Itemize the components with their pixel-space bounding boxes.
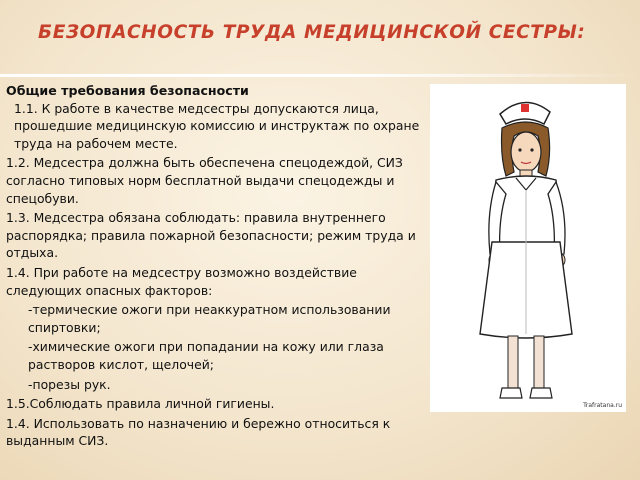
paragraph-1-5: 1.5.Соблюдать правила личной гигиены. (6, 396, 275, 412)
hazard-cuts: -порезы рук. (28, 376, 111, 392)
hazard-thermal: -термические ожоги при неаккуратном использовании спиртовки; (28, 302, 391, 335)
paragraph-1-3: 1.3. Медсестра обязана соблюдать: правила внутреннего распорядка; правила пожарной безопасности; режим труда и отдыха. (6, 210, 416, 261)
section-heading: Общие требования безопасности (6, 83, 249, 98)
paragraph-1-1: 1.1. К работе в качестве медсестры допускаются лица, прошедшие медицинскую комиссию и инструктаж по охране труда на рабочем месте. (14, 100, 420, 151)
slide-body (6, 82, 426, 450)
paragraph-1-2: 1.2. Медсестра должна быть обеспечена спецодеждой, СИЗ согласно типовых норм бесплатной выдачи спецодежды и спецобуви. (6, 155, 403, 206)
image-watermark: Trafratana.ru (583, 402, 622, 409)
title-divider (0, 74, 640, 77)
nurse-drawing (430, 84, 626, 412)
hazard-chemical: -химические ожоги при попадании на кожу или глаза растворов кислот, щелочей; (28, 339, 384, 372)
slide-title: БЕЗОПАСНОСТЬ ТРУДА МЕДИЦИНСКОЙ СЕСТРЫ: (38, 22, 586, 43)
paragraph-1-4: 1.4. При работе на медсестру возможно воздействие следующих опасных факторов: (6, 264, 357, 298)
nurse-illustration (430, 84, 626, 412)
paragraph-last: 1.4. Использовать по назначению и бережно относиться к выданным СИЗ. (6, 415, 391, 449)
